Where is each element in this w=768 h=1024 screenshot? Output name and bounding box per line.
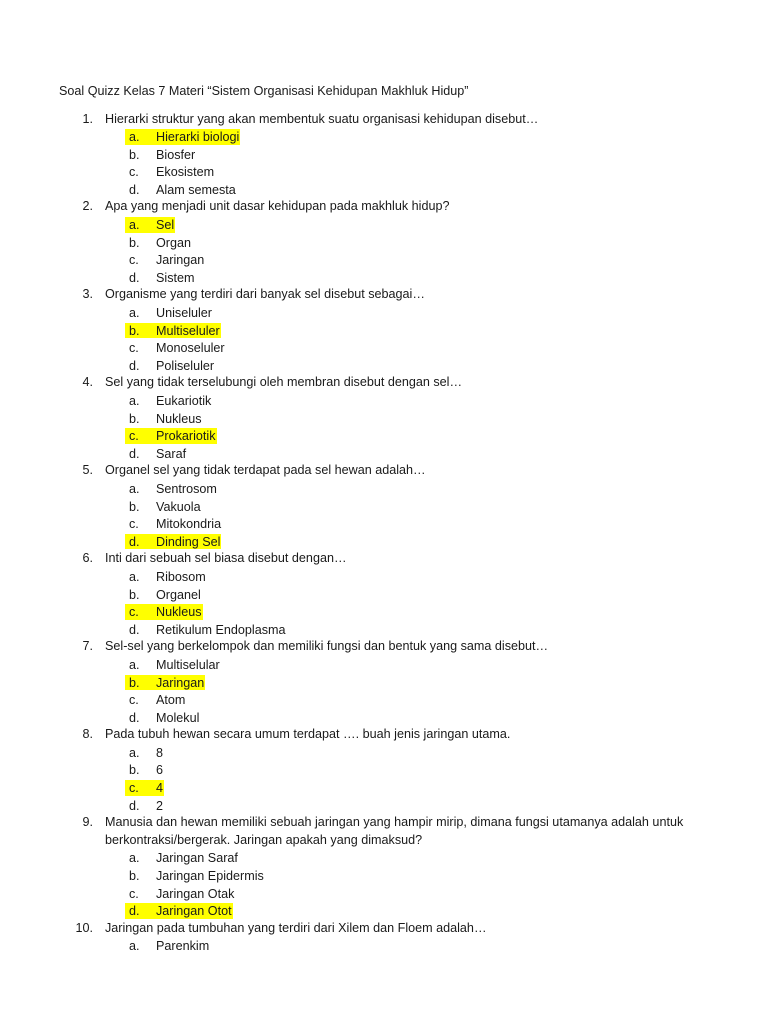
option-text: Multiselular	[156, 657, 220, 672]
answer-option	[0, 797, 768, 815]
option-label	[125, 446, 187, 462]
option-label	[125, 569, 207, 585]
question-item	[0, 286, 768, 374]
option-letter: a.	[129, 569, 140, 584]
option-list	[0, 304, 768, 374]
option-letter: d.	[129, 358, 140, 373]
option-letter: c.	[129, 429, 139, 444]
option-letter: d.	[129, 270, 140, 285]
question-line	[0, 638, 768, 656]
question-number: 4.	[82, 375, 93, 390]
option-letter: a.	[129, 130, 140, 145]
question-number: 2.	[82, 199, 93, 214]
option-label	[125, 692, 186, 708]
option-text: Organ	[156, 235, 192, 250]
question-number: 6.	[82, 551, 93, 566]
option-label	[125, 481, 218, 497]
option-text: Uniseluler	[156, 306, 212, 321]
option-list	[0, 656, 768, 726]
question-item	[0, 638, 768, 726]
option-letter: b.	[129, 411, 140, 426]
question-number: 3.	[82, 287, 93, 302]
option-letter: c.	[129, 517, 139, 532]
option-text: Molekul	[156, 710, 200, 725]
option-text: Jaringan	[156, 253, 205, 268]
option-list	[0, 744, 768, 814]
option-letter: d.	[129, 182, 140, 197]
answer-option	[0, 885, 768, 903]
question-item	[0, 462, 768, 550]
answer-option	[0, 146, 768, 164]
option-text: Atom	[156, 693, 186, 708]
option-letter: a.	[129, 218, 140, 233]
answer-option	[0, 867, 768, 885]
question-line	[0, 198, 768, 216]
option-letter: b.	[129, 869, 140, 884]
question-text: Organisme yang terdiri dari banyak sel disebut sebagai…	[105, 287, 425, 302]
option-text: Biosfer	[156, 147, 196, 162]
answer-highlight	[125, 903, 233, 919]
question-number: 9.	[82, 815, 93, 830]
question-item	[0, 374, 768, 462]
option-label	[125, 710, 200, 726]
option-letter: a.	[129, 657, 140, 672]
option-list	[0, 480, 768, 550]
answer-highlight	[125, 323, 221, 339]
option-letter: d.	[129, 446, 140, 461]
option-letter: a.	[129, 851, 140, 866]
option-letter: b.	[129, 323, 140, 338]
option-text: Organel	[156, 587, 201, 602]
question-text: Sel-sel yang berkelompok dan memiliki fungsi dan bentuk yang sama disebut…	[105, 639, 549, 654]
question-text: Pada tubuh hewan secara umum terdapat …. buah jenis jaringan utama.	[105, 727, 511, 742]
option-text: Jaringan	[156, 675, 205, 690]
answer-option	[0, 304, 768, 322]
answer-option	[0, 410, 768, 428]
answer-option	[0, 849, 768, 867]
answer-option	[0, 744, 768, 762]
option-letter: a.	[129, 939, 140, 954]
question-text: Jaringan pada tumbuhan yang terdiri dari Xilem dan Floem adalah…	[105, 920, 487, 935]
option-text: Retikulum Endoplasma	[156, 622, 286, 637]
option-label	[125, 411, 203, 427]
question-text: Sel yang tidak terselubungi oleh membran disebut dengan sel…	[105, 375, 463, 390]
option-letter: a.	[129, 394, 140, 408]
option-text: 4	[156, 781, 164, 796]
question-number: 1.	[82, 111, 93, 126]
option-label	[125, 305, 213, 321]
question-item	[0, 198, 768, 286]
option-text: Nukleus	[156, 605, 202, 620]
question-line	[0, 374, 768, 392]
answer-option	[0, 586, 768, 604]
question-text: Organel sel yang tidak terdapat pada sel hewan adalah…	[105, 463, 426, 478]
option-text: Sentrosom	[156, 481, 217, 496]
answer-highlight	[125, 604, 203, 620]
option-letter: b.	[129, 763, 140, 778]
answer-option-correct	[0, 533, 768, 551]
option-label	[125, 182, 237, 198]
answer-option-correct	[0, 779, 768, 797]
option-letter: a.	[129, 306, 140, 321]
option-text: Sistem	[156, 270, 195, 285]
answer-option-correct	[0, 322, 768, 340]
option-label	[125, 868, 265, 884]
question-number: 8.	[82, 727, 93, 742]
option-text: Nukleus	[156, 411, 202, 426]
option-text: Jaringan Epidermis	[156, 869, 264, 884]
option-letter: d.	[129, 534, 140, 549]
option-label	[125, 270, 196, 286]
option-letter: c.	[129, 605, 139, 620]
option-label	[125, 886, 235, 902]
answer-option-correct	[0, 216, 768, 234]
question-line	[0, 550, 768, 568]
option-letter: b.	[129, 147, 140, 162]
option-letter: a.	[129, 481, 140, 496]
answer-option	[0, 357, 768, 375]
answer-option-correct	[0, 674, 768, 692]
answer-option	[0, 445, 768, 463]
option-label	[125, 499, 202, 515]
answer-highlight	[125, 428, 217, 444]
option-letter: d.	[129, 904, 140, 919]
question-number: 10.	[75, 920, 93, 935]
option-label	[125, 252, 205, 268]
option-letter: b.	[129, 587, 140, 602]
option-label	[125, 235, 192, 251]
option-letter: d.	[129, 622, 140, 637]
question-item	[0, 550, 768, 638]
option-text: Sel	[156, 218, 175, 233]
option-list	[0, 216, 768, 286]
question-line	[0, 286, 768, 304]
answer-highlight	[125, 534, 221, 550]
option-text: 8	[156, 745, 164, 760]
answer-option	[0, 234, 768, 252]
option-text: Saraf	[156, 446, 187, 461]
answer-option	[0, 480, 768, 498]
option-label	[125, 393, 212, 409]
answer-option-correct	[0, 902, 768, 920]
option-text: Jaringan Otak	[156, 886, 235, 901]
option-text: Multiseluler	[156, 323, 220, 338]
question-item	[0, 814, 768, 920]
question-line	[0, 726, 768, 744]
answer-option	[0, 709, 768, 727]
option-text: Mitokondria	[156, 517, 222, 532]
option-label	[125, 798, 164, 814]
option-text: Dinding Sel	[156, 534, 221, 549]
option-text: Jaringan Otot	[156, 904, 232, 919]
answer-option-correct	[0, 603, 768, 621]
option-text: 2	[156, 798, 164, 813]
answer-option	[0, 761, 768, 779]
answer-option	[0, 568, 768, 586]
option-text: Eukariotik	[156, 394, 212, 408]
question-item	[0, 726, 768, 814]
option-text: Ribosom	[156, 569, 206, 584]
option-letter: c.	[129, 253, 139, 268]
question-text: Hierarki struktur yang akan membentuk suatu organisasi kehidupan disebut…	[105, 111, 539, 126]
option-list	[0, 937, 768, 955]
answer-option	[0, 656, 768, 674]
option-text: Monoseluler	[156, 341, 225, 356]
option-text: Hierarki biologi	[156, 130, 240, 145]
answer-option	[0, 498, 768, 516]
option-label	[125, 762, 164, 778]
option-text: Parenkim	[156, 939, 210, 954]
question-text: Inti dari sebuah sel biasa disebut dengan…	[105, 551, 347, 566]
option-label	[125, 938, 210, 954]
question-list	[0, 111, 768, 956]
question-text: Manusia dan hewan memiliki sebuah jaringan yang hampir mirip, dimana fungsi utamanya adalah untuk berkontraksi/bergerak. Jaringan apakah yang dimaksud?	[105, 815, 684, 847]
answer-option	[0, 269, 768, 287]
option-letter: d.	[129, 710, 140, 725]
question-line	[0, 814, 768, 849]
question-text: Apa yang menjadi unit dasar kehidupan pada makhluk hidup?	[105, 199, 450, 214]
answer-option	[0, 392, 768, 410]
question-number: 7.	[82, 639, 93, 654]
option-text: Jaringan Saraf	[156, 851, 238, 866]
question-number: 5.	[82, 463, 93, 478]
document-title: Soal Quizz Kelas 7 Materi “Sistem Organisasi Kehidupan Makhluk Hidup”	[59, 84, 469, 98]
answer-option	[0, 515, 768, 533]
answer-option	[0, 691, 768, 709]
answer-option	[0, 339, 768, 357]
option-letter: d.	[129, 798, 140, 813]
option-label	[125, 850, 239, 866]
option-text: Vakuola	[156, 499, 201, 514]
answer-option	[0, 251, 768, 269]
question-line	[0, 462, 768, 480]
option-label	[125, 745, 164, 761]
option-text: Prokariotik	[156, 429, 216, 444]
answer-highlight	[125, 675, 205, 691]
option-label	[125, 358, 215, 374]
answer-option	[0, 937, 768, 955]
option-label	[125, 587, 202, 603]
option-letter: c.	[129, 781, 139, 796]
option-label	[125, 147, 196, 163]
question-item	[0, 920, 768, 955]
question-line	[0, 111, 768, 129]
option-letter: b.	[129, 235, 140, 250]
option-list	[0, 849, 768, 919]
option-letter: b.	[129, 499, 140, 514]
option-text: Poliseluler	[156, 358, 215, 373]
option-label	[125, 164, 215, 180]
question-item	[0, 111, 768, 199]
option-list	[0, 392, 768, 462]
answer-option	[0, 181, 768, 199]
option-list	[0, 568, 768, 638]
answer-highlight	[125, 217, 175, 233]
answer-highlight	[125, 780, 164, 796]
option-letter: c.	[129, 341, 139, 356]
option-letter: c.	[129, 165, 139, 180]
option-text: 6	[156, 763, 164, 778]
option-letter: b.	[129, 675, 140, 690]
answer-option	[0, 621, 768, 639]
answer-highlight	[125, 129, 240, 145]
option-letter: c.	[129, 693, 139, 708]
option-text: Alam semesta	[156, 182, 236, 197]
option-letter: a.	[129, 745, 140, 760]
answer-option-correct	[0, 128, 768, 146]
question-line	[0, 920, 768, 938]
option-label	[125, 622, 287, 638]
answer-option-correct	[0, 427, 768, 445]
option-label	[125, 516, 222, 532]
option-list	[0, 128, 768, 198]
option-label	[125, 340, 226, 356]
option-text: Ekosistem	[156, 165, 215, 180]
option-label	[125, 657, 221, 673]
answer-option	[0, 163, 768, 181]
option-letter: c.	[129, 886, 139, 901]
